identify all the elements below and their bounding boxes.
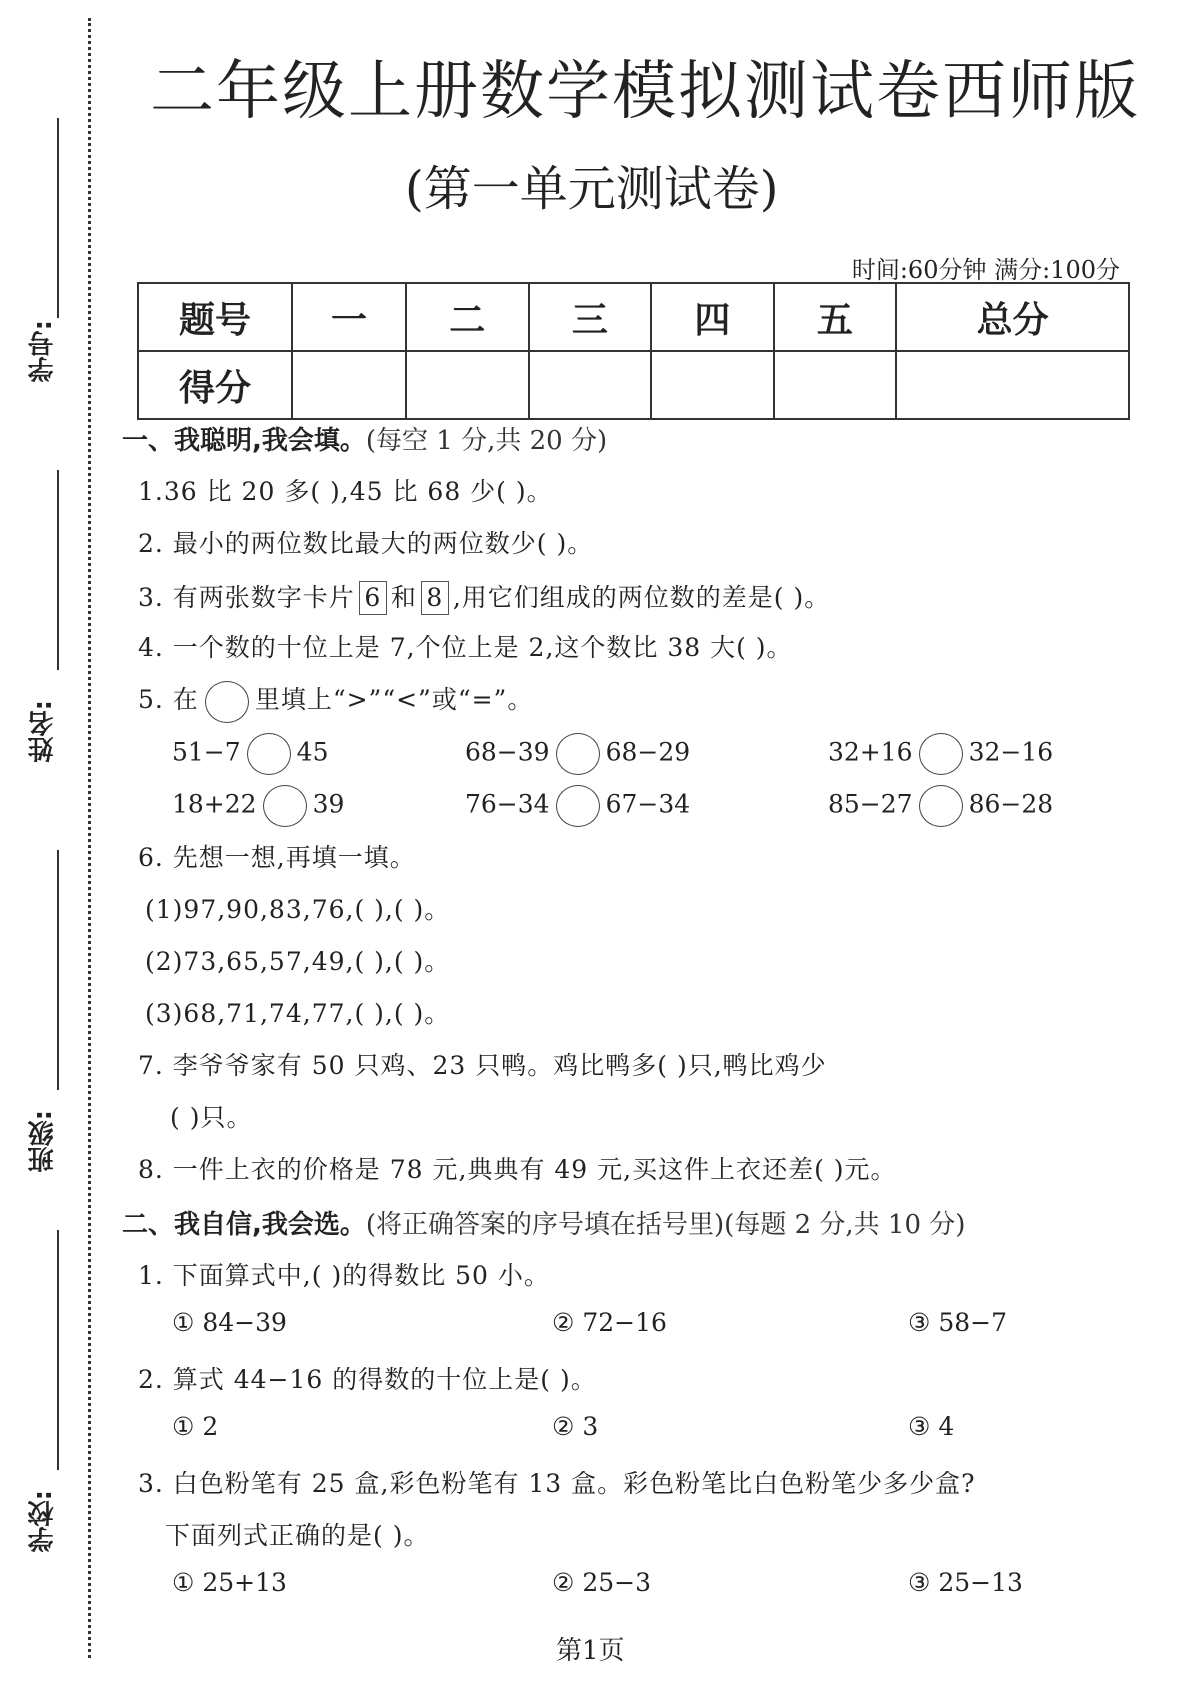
option: ① 2 bbox=[172, 1412, 219, 1441]
binding-strip bbox=[0, 0, 100, 1682]
compare-item bbox=[828, 785, 1053, 827]
digit-card-8: 8 bbox=[421, 581, 449, 615]
compare-circle[interactable] bbox=[919, 785, 963, 827]
score-header-cell: 四 bbox=[651, 283, 774, 351]
compare-right: 32−16 bbox=[968, 737, 1054, 767]
q3-text-a: 3. 有两张数字卡片 bbox=[138, 583, 355, 612]
name-label: 姓名: bbox=[28, 700, 58, 763]
score-table-score-row bbox=[138, 351, 1129, 419]
question-2-2: 2. 算式 44−16 的得数的十位上是( )。 bbox=[138, 1365, 597, 1394]
q5-text-b: 里填上“>”“<”或“=”。 bbox=[254, 685, 534, 714]
question-2-3: 3. 白色粉笔有 25 盒,彩色粉笔有 13 盒。彩色粉笔比白色粉笔少多少盒? bbox=[138, 1469, 976, 1498]
option: ② 3 bbox=[552, 1412, 599, 1441]
compare-left: 32+16 bbox=[828, 737, 913, 767]
score-cell[interactable] bbox=[896, 351, 1129, 419]
time-info: 时间:60分钟 满分:100分 bbox=[851, 256, 1120, 284]
score-header-cell: 总分 bbox=[896, 283, 1129, 351]
question-2-1: 1. 下面算式中,( )的得数比 50 小。 bbox=[138, 1261, 550, 1290]
school-label: 学校: bbox=[28, 1490, 58, 1553]
compare-left: 76−34 bbox=[465, 789, 550, 819]
question-1-7-cont: ( )只。 bbox=[170, 1103, 253, 1132]
score-cell[interactable] bbox=[292, 351, 406, 419]
score-header-cell: 题号 bbox=[138, 283, 292, 351]
score-cell[interactable] bbox=[774, 351, 897, 419]
page-title: 二年级上册数学模拟测试卷西师版 bbox=[150, 55, 1140, 129]
section1-heading bbox=[122, 420, 607, 457]
sequence-1: (1)97,90,83,76,( ),( )。 bbox=[145, 895, 451, 924]
question-1-5 bbox=[138, 680, 533, 723]
option: ③ 25−13 bbox=[908, 1568, 1023, 1597]
option: ① 84−39 bbox=[172, 1308, 287, 1337]
score-cell[interactable] bbox=[406, 351, 529, 419]
question-1-2: 2. 最小的两位数比最大的两位数少( )。 bbox=[138, 529, 594, 558]
compare-right: 45 bbox=[296, 737, 329, 767]
option: ③ 4 bbox=[908, 1412, 955, 1441]
compare-circle[interactable] bbox=[556, 785, 600, 827]
school-line bbox=[57, 1230, 59, 1470]
q5-text-a: 5. 在 bbox=[138, 685, 199, 714]
score-table-header-row bbox=[138, 283, 1129, 351]
class-line bbox=[57, 850, 59, 1090]
question-1-6: 6. 先想一想,再填一填。 bbox=[138, 843, 416, 872]
question-1-7: 7. 李爷爷家有 50 只鸡、23 只鸭。鸡比鸭多( )只,鸭比鸡少 bbox=[138, 1051, 827, 1080]
digit-card-6: 6 bbox=[359, 581, 387, 615]
score-header-cell: 三 bbox=[529, 283, 652, 351]
section2-heading bbox=[122, 1204, 965, 1241]
dashed-cut-line bbox=[88, 18, 91, 1658]
sequence-3: (3)68,71,74,77,( ),( )。 bbox=[145, 999, 451, 1028]
score-table bbox=[137, 282, 1130, 420]
q3-text-b: ,用它们组成的两位数的差是( )。 bbox=[452, 583, 831, 612]
compare-right: 67−34 bbox=[605, 789, 691, 819]
score-cell[interactable] bbox=[651, 351, 774, 419]
section1-note: (每空 1 分,共 20 分) bbox=[365, 426, 608, 456]
compare-left: 68−39 bbox=[465, 737, 550, 767]
section2-title: 二、我自信,我会选。 bbox=[122, 1210, 366, 1240]
option: ③ 58−7 bbox=[908, 1308, 1008, 1337]
section2-note: (将正确答案的序号填在括号里)(每题 2 分,共 10 分) bbox=[365, 1210, 966, 1240]
compare-circle[interactable] bbox=[919, 733, 963, 775]
question-1-8: 8. 一件上衣的价格是 78 元,典典有 49 元,买这件上衣还差( )元。 bbox=[138, 1155, 897, 1184]
question-1-3 bbox=[138, 578, 830, 615]
compare-right: 68−29 bbox=[605, 737, 691, 767]
score-row-label: 得分 bbox=[138, 351, 292, 419]
page-number: 第1页 bbox=[556, 1636, 625, 1666]
q3-text-mid: 和 bbox=[390, 583, 417, 612]
name-line bbox=[57, 470, 59, 670]
question-2-3-cont: 下面列式正确的是( )。 bbox=[165, 1521, 430, 1550]
circle-icon bbox=[205, 681, 249, 723]
section1-title: 一、我聪明,我会填。 bbox=[122, 426, 366, 456]
compare-item bbox=[465, 733, 690, 775]
compare-left: 51−7 bbox=[172, 737, 241, 767]
page-subtitle: (第一单元测试卷) bbox=[405, 161, 779, 217]
score-header-cell: 一 bbox=[292, 283, 406, 351]
compare-right: 39 bbox=[312, 789, 345, 819]
option: ① 25+13 bbox=[172, 1568, 287, 1597]
score-header-cell: 五 bbox=[774, 283, 897, 351]
class-label: 班级: bbox=[28, 1110, 58, 1173]
student-id-line bbox=[57, 118, 59, 318]
compare-item bbox=[172, 733, 328, 775]
option: ② 25−3 bbox=[552, 1568, 652, 1597]
score-header-cell: 二 bbox=[406, 283, 529, 351]
compare-item bbox=[172, 785, 344, 827]
compare-item bbox=[828, 733, 1053, 775]
compare-right: 86−28 bbox=[968, 789, 1054, 819]
compare-left: 18+22 bbox=[172, 789, 257, 819]
student-id-label: 学号: bbox=[28, 320, 58, 383]
compare-left: 85−27 bbox=[828, 789, 913, 819]
question-1-1: 1.36 比 20 多( ),45 比 68 少( )。 bbox=[138, 477, 553, 506]
sequence-2: (2)73,65,57,49,( ),( )。 bbox=[145, 947, 451, 976]
compare-circle[interactable] bbox=[247, 733, 291, 775]
question-1-4: 4. 一个数的十位上是 7,个位上是 2,这个数比 38 大( )。 bbox=[138, 633, 793, 662]
score-cell[interactable] bbox=[529, 351, 652, 419]
compare-item bbox=[465, 785, 690, 827]
compare-circle[interactable] bbox=[556, 733, 600, 775]
option: ② 72−16 bbox=[552, 1308, 667, 1337]
compare-circle[interactable] bbox=[263, 785, 307, 827]
